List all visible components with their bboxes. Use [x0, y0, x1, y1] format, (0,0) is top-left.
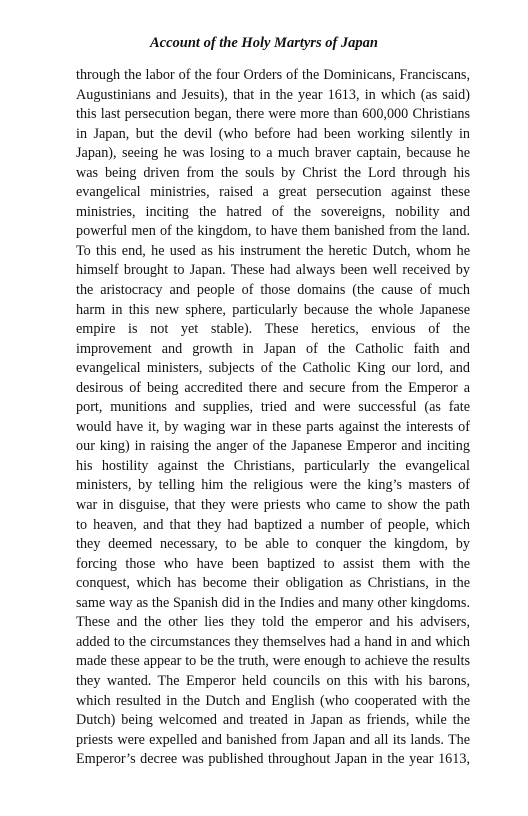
- text-line: port, munitions and supplies, tried and were successful (as fate: [76, 399, 470, 416]
- text-line: the aristocracy and people of those domains (the cause of much: [76, 282, 470, 299]
- text-line: evangelical ministers, subjects of the Catholic King our lord, and: [76, 360, 470, 377]
- text-line: made these appear to be the truth, were enough to achieve the results: [76, 653, 470, 670]
- text-line: which resulted in the Dutch and English (who cooperated with the: [76, 692, 470, 709]
- body-paragraph: [76, 66, 470, 770]
- text-line: would have it, by waging war in these parts against the interests of: [76, 418, 470, 435]
- text-line: desirous of being accredited there and secure from the Emperor a: [76, 379, 470, 396]
- text-line: improvement and growth in Japan of the Catholic faith and: [76, 340, 470, 357]
- text-line: empire is not yet stable). These heretics, envious of the: [76, 321, 470, 338]
- running-head: Account of the Holy Martyrs of Japan: [150, 35, 378, 51]
- text-line: These and the other lies they told the emperor and his advisers,: [76, 614, 470, 631]
- text-line: same way as the Spanish did in the Indies and many other kingdoms.: [76, 594, 470, 611]
- text-line: forcing those who have been baptized to assist them with the: [76, 555, 470, 572]
- text-line: ministries, inciting the hatred of the sovereigns, nobility and: [76, 203, 470, 220]
- text-line: they wanted. The Emperor held councils on this with his barons,: [76, 672, 470, 689]
- text-line: was being driven from the souls by Christ the Lord through his: [76, 164, 470, 181]
- text-line: powerful men of the kingdom, to have them banished from the land.: [76, 223, 470, 240]
- text-line: Augustinians and Jesuits), that in the year 1613, in which (as said): [76, 86, 470, 103]
- text-line: Dutch) being welcomed and treated in Japan as friends, while the: [76, 712, 470, 729]
- text-line: added to the circumstances they themselves had a hand in and which: [76, 633, 470, 650]
- text-line: priests were expelled and banished from Japan and all its lands. The: [76, 731, 470, 748]
- text-line: war in disguise, that they were priests who came to show the path: [76, 497, 470, 514]
- text-line: harm in this new sphere, particularly because the whole Japanese: [76, 301, 470, 318]
- text-line: Japan), seeing he was losing to a much braver captain, because he: [76, 145, 470, 162]
- text-line: ministers, by telling him the religious were the king’s masters of: [76, 477, 470, 494]
- text-line: our king) in raising the anger of the Japanese Emperor and inciting: [76, 438, 470, 455]
- text-line: his hostility against the Christians, particularly the evangelical: [76, 457, 470, 474]
- text-line: To this end, he used as his instrument the heretic Dutch, whom he: [76, 242, 470, 259]
- text-line: through the labor of the four Orders of the Dominicans, Franciscans,: [76, 67, 470, 83]
- text-line: conquest, which has become their obligation as Christians, in the: [76, 575, 470, 592]
- text-line: Emperor’s decree was published throughout Japan in the year 1613,: [76, 751, 470, 768]
- text-line: in Japan, but the devil (who before had been working silently in: [76, 125, 470, 142]
- text-line: himself brought to Japan. These had always been well received by: [76, 262, 470, 279]
- text-line: evangelical ministries, raised a great persecution against these: [76, 184, 470, 201]
- text-line: to heaven, and that they had baptized a number of people, which: [76, 516, 470, 533]
- text-line: they deemed necessary, to be able to conquer the kingdom, by: [76, 536, 470, 553]
- text-line: this last persecution began, there were more than 600,000 Christians: [76, 106, 470, 123]
